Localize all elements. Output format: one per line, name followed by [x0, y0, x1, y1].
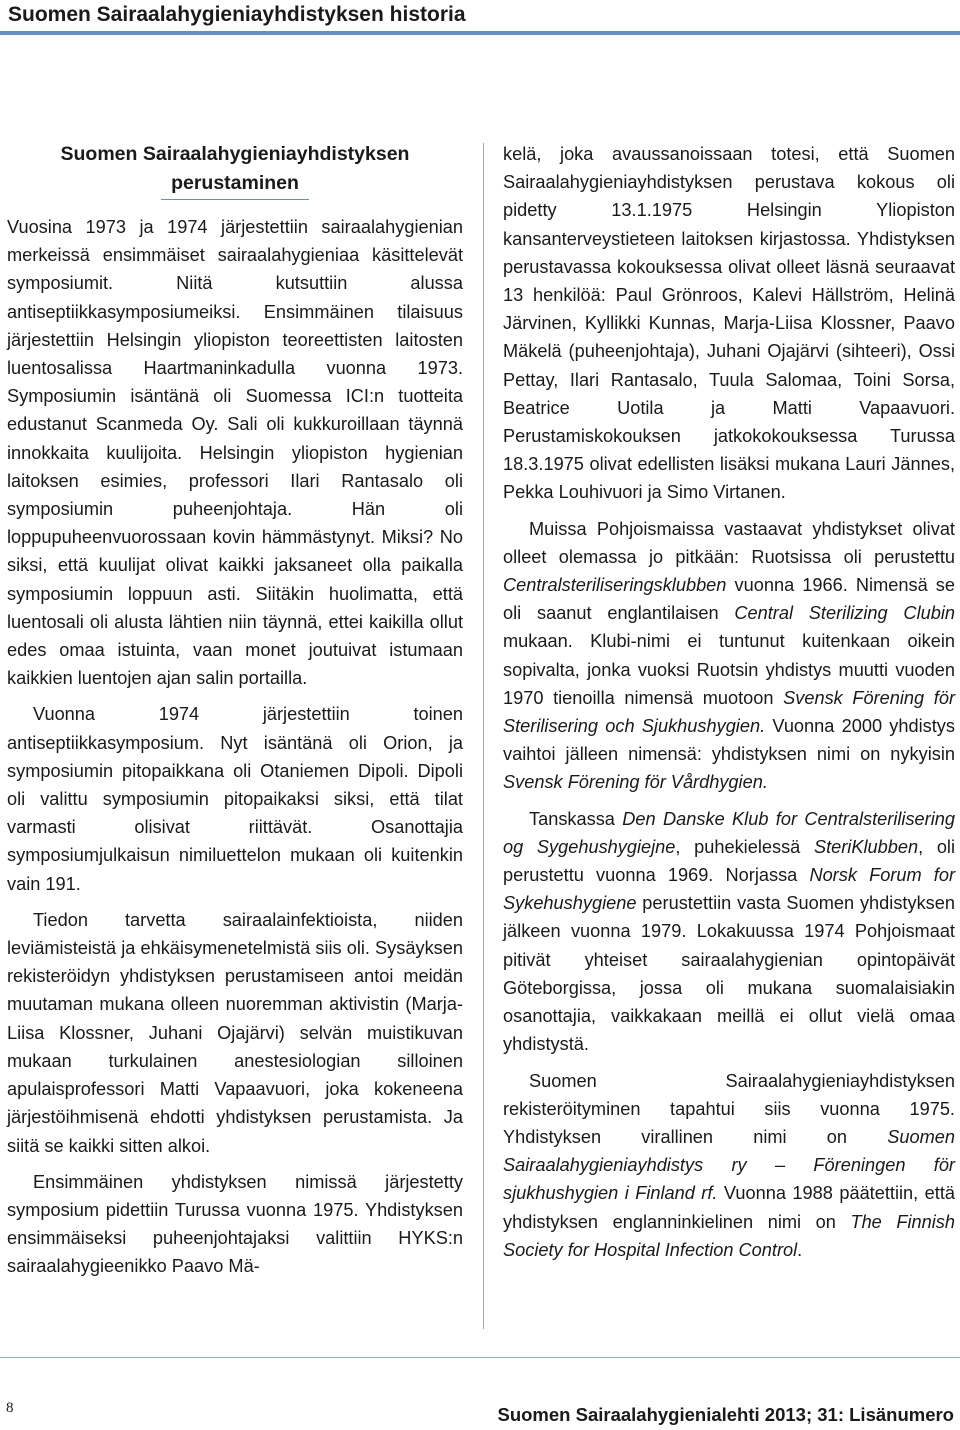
page-number: 8 — [6, 1400, 14, 1416]
title-underline — [161, 199, 309, 200]
column-divider — [483, 143, 484, 1329]
paragraph: kelä, joka avaussanoissaan totesi, että Suomen Sairaalahygieniayhdistyksen perustava kokous oli pidetty 13.1.1975 Helsingin Yliopiston kansanterveystieteen laitoksen kirjastossa. Yhdistyksen perustavassa kokouksessa olivat olleet läsnä seuraavat 13 henkilöä: Paul Grönroos, Kalevi Hällström, Helinä Järvinen, Kyllikki Kunnas, Marja-Liisa Klossner, Paavo Mäkelä (puheenjohtaja), Juhani Ojajärvi (sihteeri), Ossi Pettay, Ilari Rantasalo, Tuula Salomaa, Toini Sorsa, Beatrice Uotila ja Matti Vapaavuori. Perustamiskokouksen jatkokokouksessa Turussa 18.3.1975 olivat edellisten lisäksi mukana Lauri Jännes, Pekka Louhivuori ja Simo Virtanen. — [503, 144, 955, 503]
header-rule — [0, 31, 960, 35]
footer-rule — [0, 1357, 960, 1358]
paragraph: Muissa Pohjoismaissa vastaavat yhdistykset olivat olleet olemassa jo pitkään: Ruotsissa oli perustettu Centralsteriliseringsklubben vuonna 1966. Nimensä se oli saanut englantilaisen Central Sterilizing Clubin mukaan. Klubi-nimi ei tuntunut kuitenkaan oikein sopivalta, jonka vuoksi Ruotsin yhdistys muutti vuoden 1970 tienoilla nimensä muotoon Svensk Förening för Sterilisering och Sjukhushygien. Vuonna 2000 yhdistys vaihtoi jälleen nimensä: yhdistyksen nimi on nykyisin Svensk Förening för Vårdhygien. — [503, 518, 955, 793]
left-column — [7, 140, 463, 1281]
right-column — [503, 140, 955, 1264]
paragraph: Ensimmäinen yhdistyksen nimissä järjestetty symposium pidettiin Turussa vuonna 1975. Yhdistyksen ensimmäiseksi puheenjohtajaksi valittiin HYKS:n sairaalahygieenikko Paavo Mä- — [7, 1171, 463, 1277]
paragraph: Tanskassa Den Danske Klub for Centralsterilisering og Sygehushygiejne, puhekielessä SteriKlubben, oli perustettu vuonna 1969. Norjassa Norsk Forum for Sykehushygiene perustettiin vasta Suomen yhdistyksen jälkeen vuonna 1979. Lokakuussa 1974 Pohjoismaat pitivät yhteiset sairaalahygienian opintopäivät Göteborgissa, jossa oli mukana suomalaisiakin osanottajia, vaikkakaan meillä ei ollut vielä omaa yhdistystä. — [503, 808, 956, 1055]
paragraph: Suomen Sairaalahygieniayhdistyksen rekisteröityminen tapahtui siis vuonna 1975. Yhdistyksen virallinen nimi on Suomen Sairaalahygieniayhdistys ry – Föreningen för sjukhushygien i Finland rf. Vuonna 1988 päätettiin, että yhdistyksen englanninkielinen nimi on The Finnish Society for Hospital Infection Control. — [503, 1070, 955, 1260]
paragraph: Tiedon tarvetta sairaalainfektioista, niiden leviämisteistä ja ehkäisymenetelmistä siis oli. Sysäyksen rekisteröidyn yhdistyksen perustamiseen antoi meidän muutaman mukana olleen nuoremman aktivistin (Marja-Liisa Klossner, Juhani Ojajärvi) selvän muistikuvan mukaan turkulainen anestesiologian silloinen apulaisprofessori Matti Vapaavuori, joka kokeneena järjestöihmisenä ehdotti yhdistyksen perustamista. Ja siitä se kaikki sitten alkoi. — [7, 909, 463, 1156]
journal-citation: Suomen Sairaalahygienialehti 2013; 31: Lisänumero — [497, 1404, 954, 1425]
section-title-line2: perustaminen — [171, 171, 299, 194]
paragraph: Vuonna 1974 järjestettiin toinen antiseptiikkasymposium. Nyt isäntänä oli Orion, ja symposiumin pitopaikkana oli Otaniemen Dipoli. Dipoli oli valittu symposiumin pitopaikaksi siksi, että tilat varmasti olisivat riittävät. Osanottajia symposiumjulkaisun nimiluettelon mukaan oli kuitenkin vain 191. — [7, 704, 463, 894]
section-title-line1: Suomen Sairaalahygieniayhdistyksen — [60, 143, 410, 165]
section-title — [7, 140, 463, 197]
running-header — [0, 0, 960, 30]
paragraph: Vuosina 1973 ja 1974 järjestettiin sairaalahygienian merkeissä ensimmäiset sairaalahygieniaa käsittelevät symposiumit. Niitä kutsuttiin alussa antiseptiikkasymposiumeiksi. Ensimmäinen tilaisuus järjestettiin Helsingin yliopiston teoreettisten laitosten luentosalissa Haartmaninkadulla vuonna 1973. Symposiumin isäntänä oli Suomessa ICI:n tuotteita edustanut Scanmeda Oy. Sali oli kukkuroillaan täynnä innokkaita kuulijoita. Helsingin yliopiston hygienian laitoksen esimies, professori Ilari Rantasalo oli symposiumin puheenjohtaja. Hän oli loppupuheenvuorossaan kovin hämmästynyt. Miksi? No siksi, että kuulijat olivat kaikki jaksaneet olla paikalla symposiumin loppuun asti. Siitäkin huolimatta, että luentosali oli alusta lähtien niin täynnä, ettei kaikilla ollut edes omaa istuinta, vaan monet joutuivat istumaan kaikkien luentojen ajan salin portailla. — [7, 217, 463, 689]
running-header-title: Suomen Sairaalahygieniayhdistyksen historia — [8, 3, 466, 26]
